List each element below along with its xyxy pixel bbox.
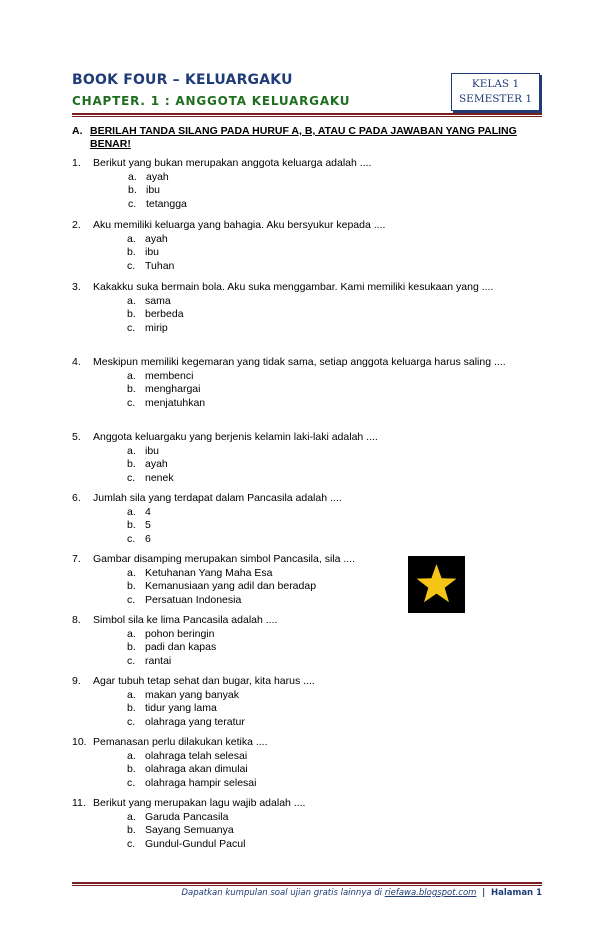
answer-option (127, 519, 542, 533)
option-letter: c. (127, 396, 136, 409)
star-icon (408, 556, 465, 613)
answer-option (128, 184, 542, 198)
option-text: Kemanusiaan yang adil dan beradap (145, 580, 317, 593)
option-text: Persatuan Indonesia (145, 593, 242, 606)
question-number: 11. (72, 797, 86, 809)
answer-option (127, 397, 542, 411)
option-text: menjatuhkan (145, 396, 206, 409)
answer-option (127, 655, 542, 669)
answer-option (128, 198, 542, 212)
question-text: Meskipun memiliki kegemaran yang tidak sama, setiap anggota keluarga harus saling .... (93, 356, 506, 368)
answer-option (127, 383, 542, 397)
option-text: olahraga akan dimulai (145, 763, 248, 776)
semester-label: SEMESTER 1 (458, 93, 533, 105)
option-letter: a. (128, 170, 137, 183)
answer-option (127, 506, 542, 520)
question-text: Berikut yang merupakan lagu wajib adalah .... (93, 797, 306, 809)
option-text: olahraga telah selesai (145, 749, 248, 762)
answer-option (127, 580, 542, 594)
option-text: sama (145, 294, 171, 307)
question-number: 4. (72, 356, 81, 368)
question-text: Aku memiliki keluarga yang bahagia. Aku bersyukur kepada .... (93, 219, 386, 231)
question-text: Jumlah sila yang terdapat dalam Pancasila adalah .... (93, 492, 342, 504)
option-letter: a. (127, 294, 136, 307)
answer-option (127, 777, 542, 791)
option-letter: c. (127, 776, 136, 789)
answer-option (127, 370, 542, 384)
question (72, 736, 542, 790)
option-text: 5 (145, 519, 151, 532)
answer-option (127, 308, 542, 322)
answer-option (127, 750, 542, 764)
answer-option (127, 838, 542, 852)
option-text: tetangga (146, 197, 187, 210)
option-text: ibu (145, 246, 160, 259)
option-letter: a. (127, 505, 136, 518)
question (72, 675, 542, 729)
footer-rule-thin (72, 885, 542, 886)
question-text: Gambar disamping merupakan simbol Pancasila, sila .... (93, 553, 356, 565)
option-text: olahraga yang teratur (145, 715, 245, 728)
option-text: membenci (145, 369, 194, 382)
question-text: Pemanasan perlu dilakukan ketika .... (93, 736, 268, 748)
option-text: ayah (146, 170, 169, 183)
option-letter: b. (127, 702, 136, 715)
question-number: 6. (72, 492, 81, 504)
question-text: Kakakku suka bermain bola. Aku suka menggambar. Kami memiliki kesukaan yang .... (93, 281, 494, 293)
page-footer (181, 888, 542, 898)
option-text: ayah (145, 232, 168, 245)
answer-option (127, 824, 542, 838)
question-number: 8. (72, 614, 81, 626)
option-text: 4 (145, 505, 151, 518)
answer-option (127, 233, 542, 247)
question-number: 1. (72, 157, 81, 169)
answer-option (127, 702, 542, 716)
answer-option (127, 641, 542, 655)
answer-option (128, 171, 542, 185)
option-text: olahraga hampir selesai (145, 776, 257, 789)
option-text: nenek (145, 471, 174, 484)
page-header-chapter: CHAPTER. 1 : ANGGOTA KELUARGAKU (72, 94, 351, 108)
option-text: Ketuhanan Yang Maha Esa (145, 566, 273, 579)
answer-option (127, 811, 542, 825)
answer-option (127, 322, 542, 336)
option-text: Sayang Semuanya (145, 824, 234, 837)
question-number: 7. (72, 553, 81, 565)
page-number: Halaman 1 (490, 888, 542, 898)
option-text: berbeda (145, 308, 184, 321)
answer-option (127, 567, 542, 581)
question (72, 157, 542, 211)
answer-option (127, 246, 542, 260)
option-text: ibu (145, 444, 160, 457)
option-letter: b. (127, 246, 136, 259)
answer-option (127, 594, 542, 608)
answer-option (127, 472, 542, 486)
question-number: 3. (72, 281, 81, 293)
option-letter: a. (127, 688, 136, 701)
option-text: mirip (145, 321, 168, 334)
answer-option (127, 716, 542, 730)
option-letter: a. (127, 566, 136, 579)
kelas-label: KELAS 1 (471, 78, 520, 90)
option-letter: c. (127, 321, 136, 334)
option-text: Gundul-Gundul Pacul (145, 837, 246, 850)
footer-separator: | (482, 888, 486, 898)
option-letter: a. (127, 232, 136, 245)
answer-option (127, 260, 542, 274)
section-instruction-text: BERILAH TANDA SILANG PADA HURUF A, B, ATAU C PADA JAWABAN YANG PALING BENAR! (90, 125, 517, 150)
question-text: Anggota keluargaku yang berjenis kelamin laki-laki adalah .... (93, 431, 378, 443)
question-number: 5. (72, 431, 81, 443)
question-number: 2. (72, 219, 81, 231)
option-letter: c. (127, 259, 136, 272)
option-letter: b. (127, 763, 136, 776)
question (72, 553, 542, 607)
header-rule (72, 113, 542, 115)
question (72, 492, 542, 546)
section-letter: A. (72, 125, 83, 137)
option-text: makan yang banyak (145, 688, 239, 701)
option-text: ayah (145, 458, 168, 471)
option-letter: b. (127, 580, 136, 593)
option-letter: c. (127, 471, 136, 484)
option-text: padi dan kapas (145, 641, 217, 654)
question-number: 10. (72, 736, 87, 748)
answer-option (127, 458, 542, 472)
option-text: ibu (146, 184, 161, 197)
option-text: tidur yang lama (145, 702, 217, 715)
question-number: 9. (72, 675, 81, 687)
answer-option (127, 295, 542, 309)
option-letter: a. (127, 444, 136, 457)
option-letter: c. (127, 593, 136, 606)
option-letter: a. (127, 810, 136, 823)
option-letter: c. (127, 532, 136, 545)
option-letter: c. (128, 197, 137, 210)
page-header-title: BOOK FOUR – KELUARGAKU (72, 72, 293, 88)
question-text: Berikut yang bukan merupakan anggota keluarga adalah .... (93, 157, 372, 169)
option-letter: a. (127, 627, 136, 640)
pancasila-star-image (408, 556, 465, 613)
option-letter: c. (127, 715, 136, 728)
option-letter: b. (127, 519, 136, 532)
option-text: pohon beringin (145, 627, 215, 640)
question-text: Simbol sila ke lima Pancasila adalah .... (93, 614, 278, 626)
question (72, 219, 542, 273)
question (72, 356, 542, 410)
footer-link[interactable]: riefawa.blogspot.com (384, 888, 477, 898)
answer-option (127, 445, 542, 459)
answer-option (127, 533, 542, 547)
option-letter: b. (127, 383, 136, 396)
option-text: menghargai (145, 383, 201, 396)
kelas-semester-box (451, 73, 540, 111)
question-text: Agar tubuh tetap sehat dan bugar, kita harus .... (93, 675, 315, 687)
option-text: Tuhan (145, 259, 175, 272)
option-letter: b. (127, 308, 136, 321)
option-letter: a. (127, 749, 136, 762)
footer-text: Dapatkan kumpulan soal ujian gratis lainnya di (181, 888, 383, 898)
option-text: Garuda Pancasila (145, 810, 229, 823)
header-rule-thin (72, 116, 542, 117)
option-text: rantai (145, 654, 172, 667)
option-text: 6 (145, 532, 151, 545)
question (72, 431, 542, 485)
option-letter: b. (127, 641, 136, 654)
answer-option (127, 689, 542, 703)
footer-rule (72, 882, 542, 884)
question (72, 797, 542, 851)
option-letter: c. (127, 654, 136, 667)
question (72, 281, 542, 335)
option-letter: b. (127, 824, 136, 837)
answer-option (127, 628, 542, 642)
option-letter: b. (127, 458, 136, 471)
option-letter: a. (127, 369, 136, 382)
question (72, 614, 542, 668)
option-letter: c. (127, 837, 136, 850)
answer-option (127, 763, 542, 777)
option-letter: b. (128, 184, 137, 197)
